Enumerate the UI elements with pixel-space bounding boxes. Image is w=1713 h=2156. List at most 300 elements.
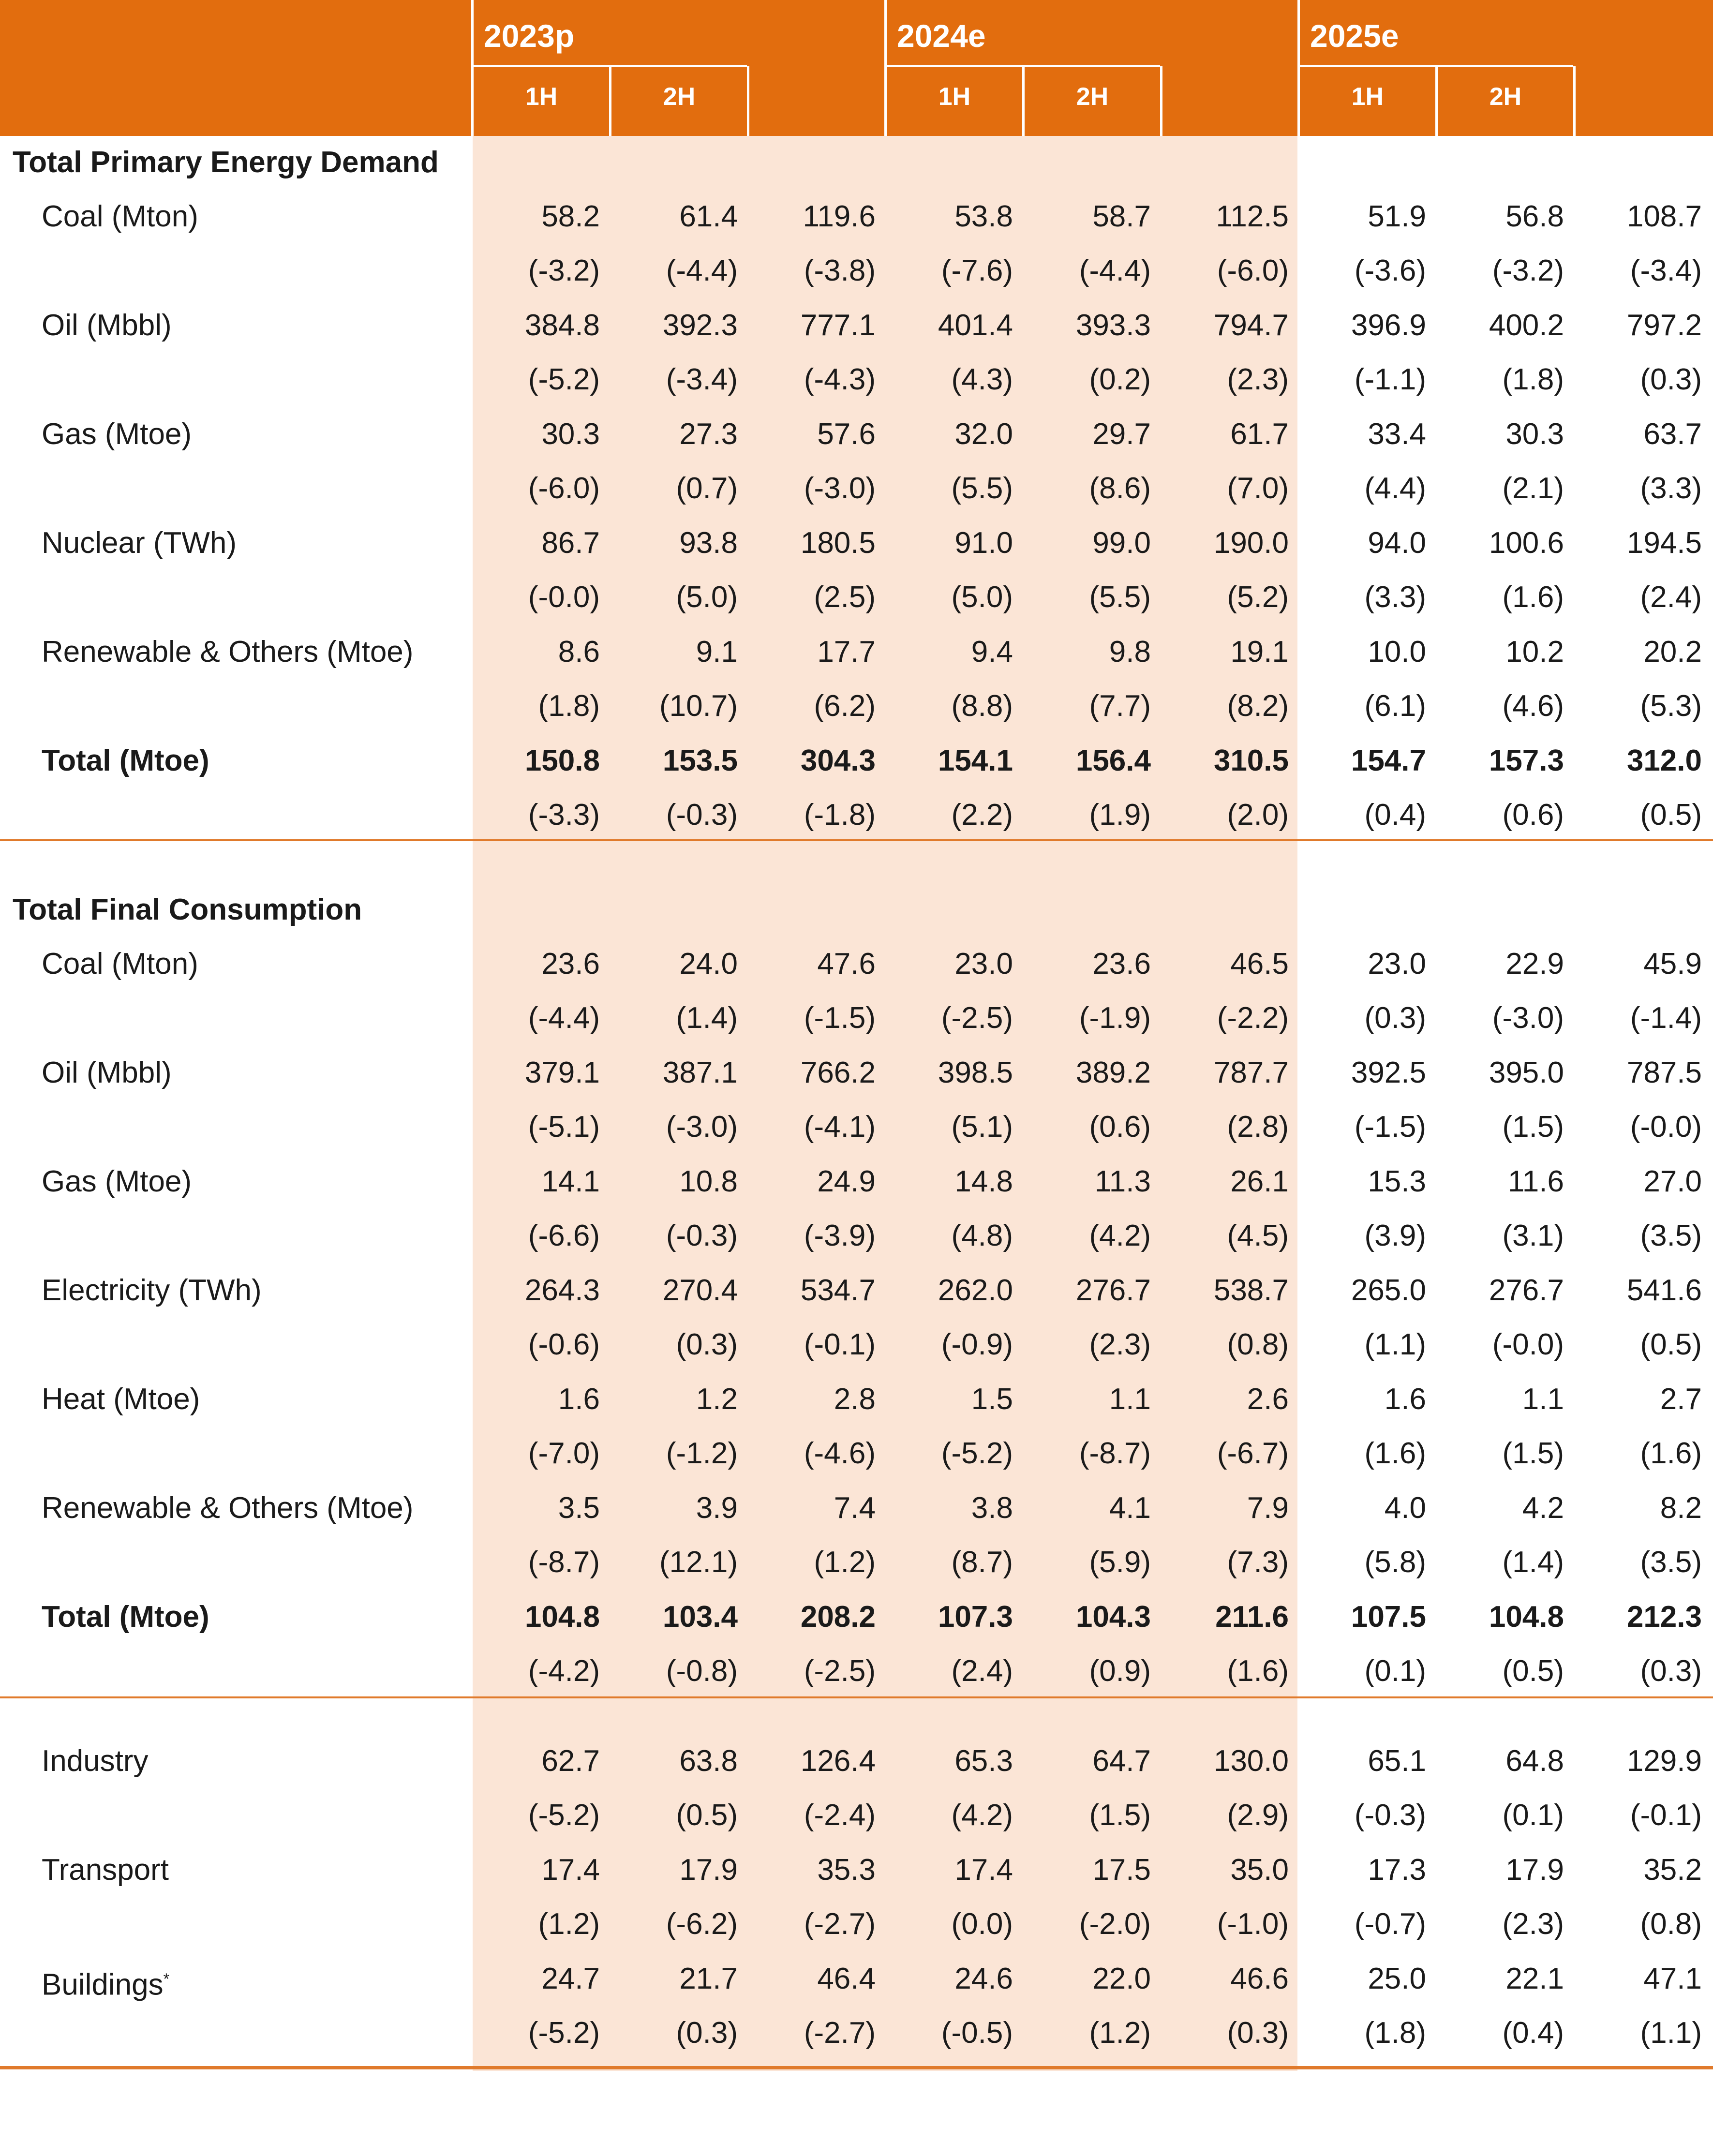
change-cell: (-0.3) [666, 798, 738, 832]
row-label: Nuclear (TWh) [42, 526, 237, 560]
change-cell: (1.9) [1089, 798, 1151, 832]
value-cell: 107.5 [1351, 1600, 1426, 1634]
value-cell: 154.1 [938, 744, 1013, 777]
change-cell: (-6.7) [1217, 1437, 1289, 1470]
value-cell: 4.1 [1109, 1491, 1151, 1525]
header-divider [884, 0, 887, 136]
change-cell: (2.2) [951, 798, 1013, 832]
change-cell: (0.5) [1502, 1654, 1564, 1688]
change-cell: (8.7) [951, 1546, 1013, 1579]
change-cell: (-3.0) [666, 1110, 738, 1144]
value-cell: 1.6 [558, 1383, 600, 1416]
value-cell: 53.8 [954, 200, 1013, 233]
change-cell: (-0.3) [1354, 1799, 1426, 1832]
change-cell: (3.5) [1640, 1546, 1702, 1579]
value-cell: 23.0 [954, 947, 1013, 981]
value-cell: 389.2 [1075, 1056, 1151, 1089]
section-rule [0, 1696, 1713, 1698]
change-cell: (-1.2) [666, 1437, 738, 1470]
change-cell: (0.6) [1502, 798, 1564, 832]
value-cell: 1.6 [1384, 1383, 1426, 1416]
value-cell: 8.6 [558, 635, 600, 669]
change-cell: (-2.0) [1079, 1907, 1151, 1941]
change-cell: (-8.7) [528, 1546, 600, 1579]
value-cell: 23.0 [1368, 947, 1426, 981]
half-2h: 2H [1489, 83, 1522, 111]
change-cell: (1.5) [1502, 1110, 1564, 1144]
value-cell: 538.7 [1213, 1274, 1289, 1307]
change-cell: (-0.3) [666, 1219, 738, 1252]
change-cell: (5.2) [1227, 580, 1289, 614]
change-cell: (4.8) [951, 1219, 1013, 1252]
value-cell: 23.6 [541, 947, 600, 981]
footnote-mark: * [163, 1970, 170, 1988]
change-cell: (-3.2) [1492, 254, 1564, 287]
value-cell: 17.5 [1092, 1853, 1151, 1887]
value-cell: 10.0 [1368, 635, 1426, 669]
header-divider [1297, 0, 1300, 136]
change-cell: (-3.0) [804, 472, 876, 505]
value-cell: 1.5 [971, 1383, 1013, 1416]
change-cell: (0.1) [1364, 1654, 1426, 1688]
change-cell: (-3.6) [1354, 254, 1426, 287]
value-cell: 787.5 [1626, 1056, 1702, 1089]
value-cell: 1.1 [1109, 1383, 1151, 1416]
value-cell: 23.6 [1092, 947, 1151, 981]
row-label: Transport [42, 1853, 169, 1887]
change-cell: (-3.3) [528, 798, 600, 832]
value-cell: 63.8 [679, 1744, 738, 1778]
change-cell: (8.6) [1089, 472, 1151, 505]
value-cell: 94.0 [1368, 526, 1426, 560]
change-cell: (8.2) [1227, 689, 1289, 723]
value-cell: 541.6 [1626, 1274, 1702, 1307]
change-cell: (5.0) [676, 580, 738, 614]
value-cell: 2.6 [1247, 1383, 1289, 1416]
value-cell: 2.8 [834, 1383, 876, 1416]
half-1h: 1H [1351, 83, 1384, 111]
change-cell: (2.8) [1227, 1110, 1289, 1144]
change-cell: (-2.7) [804, 1907, 876, 1941]
value-cell: 58.7 [1092, 200, 1151, 233]
value-cell: 86.7 [541, 526, 600, 560]
header-divider [471, 0, 474, 136]
half-2h: 2H [663, 83, 696, 111]
year-2023p: 2023p [484, 18, 575, 54]
change-cell: (-7.6) [941, 254, 1013, 287]
value-cell: 17.4 [954, 1853, 1013, 1887]
change-cell: (-1.5) [1354, 1110, 1426, 1144]
value-cell: 104.3 [1075, 1600, 1151, 1634]
value-cell: 47.1 [1643, 1962, 1702, 1995]
change-cell: (1.4) [676, 1001, 738, 1035]
change-cell: (-4.3) [804, 363, 876, 396]
change-cell: (1.1) [1640, 2016, 1702, 2050]
value-cell: 35.3 [817, 1853, 876, 1887]
value-cell: 112.5 [1216, 200, 1289, 233]
change-cell: (-3.4) [1630, 254, 1702, 287]
value-cell: 401.4 [938, 309, 1013, 342]
value-cell: 45.9 [1643, 947, 1702, 981]
change-cell: (-1.9) [1079, 1001, 1151, 1035]
value-cell: 62.7 [541, 1744, 600, 1778]
value-cell: 22.9 [1505, 947, 1564, 981]
value-cell: 22.1 [1505, 1962, 1564, 1995]
value-cell: 208.2 [800, 1600, 876, 1634]
row-label: Coal (Mton) [42, 200, 198, 233]
change-cell: (3.5) [1640, 1219, 1702, 1252]
value-cell: 14.8 [954, 1165, 1013, 1198]
change-cell: (-1.5) [804, 1001, 876, 1035]
half-1h: 1H [938, 83, 971, 111]
change-cell: (7.3) [1227, 1546, 1289, 1579]
value-cell: 395.0 [1489, 1056, 1564, 1089]
section-rule [0, 839, 1713, 841]
value-cell: 61.7 [1230, 417, 1289, 451]
value-cell: 19.1 [1230, 635, 1289, 669]
change-cell: (-2.2) [1217, 1001, 1289, 1035]
value-cell: 14.1 [541, 1165, 600, 1198]
change-cell: (0.8) [1640, 1907, 1702, 1941]
value-cell: 766.2 [800, 1056, 876, 1089]
value-cell: 4.0 [1384, 1491, 1426, 1525]
change-cell: (-5.2) [528, 2016, 600, 2050]
change-cell: (-3.9) [804, 1219, 876, 1252]
value-cell: 777.1 [800, 309, 876, 342]
change-cell: (0.9) [1089, 1654, 1151, 1688]
half-1h: 1H [525, 83, 558, 111]
value-cell: 154.7 [1351, 744, 1426, 777]
value-cell: 107.3 [938, 1600, 1013, 1634]
value-cell: 35.2 [1643, 1853, 1702, 1887]
value-cell: 20.2 [1643, 635, 1702, 669]
value-cell: 17.3 [1368, 1853, 1426, 1887]
table-bottom-rule [0, 2066, 1713, 2069]
change-cell: (5.5) [1089, 580, 1151, 614]
change-cell: (-1.0) [1217, 1907, 1289, 1941]
value-cell: 126.4 [800, 1744, 876, 1778]
change-cell: (2.5) [814, 580, 876, 614]
change-cell: (1.6) [1364, 1437, 1426, 1470]
change-cell: (8.8) [951, 689, 1013, 723]
change-cell: (5.0) [951, 580, 1013, 614]
value-cell: 262.0 [938, 1274, 1013, 1307]
row-label: Oil (Mbbl) [42, 1056, 172, 1089]
value-cell: 22.0 [1092, 1962, 1151, 1995]
value-cell: 27.3 [679, 417, 738, 451]
value-cell: 787.7 [1213, 1056, 1289, 1089]
change-cell: (2.9) [1227, 1799, 1289, 1832]
value-cell: 46.6 [1230, 1962, 1289, 1995]
change-cell: (10.7) [659, 689, 738, 723]
change-cell: (1.8) [1364, 2016, 1426, 2050]
change-cell: (0.4) [1364, 798, 1426, 832]
change-cell: (1.8) [1502, 363, 1564, 396]
value-cell: 99.0 [1092, 526, 1151, 560]
value-cell: 393.3 [1075, 309, 1151, 342]
value-cell: 29.7 [1092, 417, 1151, 451]
value-cell: 264.3 [524, 1274, 600, 1307]
value-cell: 392.5 [1351, 1056, 1426, 1089]
change-cell: (1.4) [1502, 1546, 1564, 1579]
change-cell: (3.9) [1364, 1219, 1426, 1252]
change-cell: (-1.4) [1630, 1001, 1702, 1035]
value-cell: 9.8 [1109, 635, 1151, 669]
change-cell: (0.1) [1502, 1799, 1564, 1832]
change-cell: (1.6) [1640, 1437, 1702, 1470]
change-cell: (-5.1) [528, 1110, 600, 1144]
change-cell: (2.0) [1227, 798, 1289, 832]
change-cell: (7.0) [1227, 472, 1289, 505]
change-cell: (0.2) [1089, 363, 1151, 396]
value-cell: 104.8 [524, 1600, 600, 1634]
change-cell: (1.6) [1227, 1654, 1289, 1688]
value-cell: 4.2 [1522, 1491, 1564, 1525]
change-cell: (-4.4) [666, 254, 738, 287]
value-cell: 180.5 [800, 526, 876, 560]
value-cell: 15.3 [1368, 1165, 1426, 1198]
value-cell: 64.7 [1092, 1744, 1151, 1778]
value-cell: 9.1 [696, 635, 738, 669]
row-label: Industry [42, 1744, 149, 1778]
change-cell: (-0.5) [941, 2016, 1013, 2050]
value-cell: 156.4 [1075, 744, 1151, 777]
change-cell: (2.1) [1502, 472, 1564, 505]
change-cell: (-0.8) [666, 1654, 738, 1688]
table-header [0, 0, 1713, 136]
change-cell: (1.6) [1502, 580, 1564, 614]
value-cell: 129.9 [1626, 1744, 1702, 1778]
change-cell: (7.7) [1089, 689, 1151, 723]
change-cell: (-4.1) [804, 1110, 876, 1144]
change-cell: (-3.2) [528, 254, 600, 287]
section-title: Total Final Consumption [13, 893, 362, 926]
change-cell: (-0.6) [528, 1328, 600, 1361]
value-cell: 17.9 [1505, 1853, 1564, 1887]
change-cell: (2.4) [1640, 580, 1702, 614]
value-cell: 153.5 [662, 744, 738, 777]
change-cell: (4.4) [1364, 472, 1426, 505]
change-cell: (-0.9) [941, 1328, 1013, 1361]
change-cell: (-2.5) [804, 1654, 876, 1688]
value-cell: 130.0 [1213, 1744, 1289, 1778]
half-2h: 2H [1076, 83, 1109, 111]
change-cell: (-0.0) [528, 580, 600, 614]
change-cell: (-0.0) [1492, 1328, 1564, 1361]
change-cell: (-0.0) [1630, 1110, 1702, 1144]
change-cell: (1.1) [1364, 1328, 1426, 1361]
change-cell: (-3.8) [804, 254, 876, 287]
change-cell: (-7.0) [528, 1437, 600, 1470]
row-label: Total (Mtoe) [42, 1600, 209, 1634]
change-cell: (0.5) [676, 1799, 738, 1832]
value-cell: 58.2 [541, 200, 600, 233]
change-cell: (-3.4) [666, 363, 738, 396]
value-cell: 91.0 [954, 526, 1013, 560]
row-label: Total (Mtoe) [42, 744, 209, 777]
value-cell: 276.7 [1489, 1274, 1564, 1307]
change-cell: (-4.6) [804, 1437, 876, 1470]
change-cell: (1.2) [814, 1546, 876, 1579]
value-cell: 26.1 [1230, 1165, 1289, 1198]
change-cell: (6.1) [1364, 689, 1426, 723]
change-cell: (-5.2) [528, 1799, 600, 1832]
value-cell: 51.9 [1368, 200, 1426, 233]
change-cell: (1.5) [1502, 1437, 1564, 1470]
change-cell: (1.5) [1089, 1799, 1151, 1832]
value-cell: 7.4 [834, 1491, 876, 1525]
change-cell: (5.1) [951, 1110, 1013, 1144]
change-cell: (-4.4) [528, 1001, 600, 1035]
value-cell: 312.0 [1626, 744, 1702, 777]
change-cell: (-2.7) [804, 2016, 876, 2050]
value-cell: 2.7 [1660, 1383, 1702, 1416]
change-cell: (0.8) [1227, 1328, 1289, 1361]
change-cell: (2.3) [1227, 363, 1289, 396]
change-cell: (1.2) [1089, 2016, 1151, 2050]
value-cell: 33.4 [1368, 417, 1426, 451]
change-cell: (-6.0) [1217, 254, 1289, 287]
change-cell: (-6.6) [528, 1219, 600, 1252]
value-cell: 3.8 [971, 1491, 1013, 1525]
change-cell: (-5.2) [528, 363, 600, 396]
row-label: Renewable & Others (Mtoe) [42, 1491, 414, 1525]
value-cell: 1.2 [696, 1383, 738, 1416]
change-cell: (0.4) [1502, 2016, 1564, 2050]
value-cell: 387.1 [662, 1056, 738, 1089]
value-cell: 150.8 [524, 744, 600, 777]
change-cell: (-3.0) [1492, 1001, 1564, 1035]
value-cell: 30.3 [1505, 417, 1564, 451]
change-cell: (-0.1) [804, 1328, 876, 1361]
value-cell: 398.5 [938, 1056, 1013, 1089]
change-cell: (1.2) [538, 1907, 600, 1941]
change-cell: (4.5) [1227, 1219, 1289, 1252]
value-cell: 276.7 [1075, 1274, 1151, 1307]
change-cell: (5.9) [1089, 1546, 1151, 1579]
change-cell: (-4.4) [1079, 254, 1151, 287]
value-cell: 24.7 [541, 1962, 600, 1995]
value-cell: 157.3 [1489, 744, 1564, 777]
year-2024e: 2024e [897, 18, 986, 54]
value-cell: 310.5 [1213, 744, 1289, 777]
value-cell: 11.6 [1507, 1165, 1564, 1198]
change-cell: (4.2) [951, 1799, 1013, 1832]
value-cell: 17.4 [541, 1853, 600, 1887]
change-cell: (4.6) [1502, 689, 1564, 723]
value-cell: 265.0 [1351, 1274, 1426, 1307]
change-cell: (4.2) [1089, 1219, 1151, 1252]
value-cell: 384.8 [524, 309, 600, 342]
value-cell: 379.1 [524, 1056, 600, 1089]
value-cell: 304.3 [800, 744, 876, 777]
change-cell: (-2.5) [941, 1001, 1013, 1035]
value-cell: 35.0 [1230, 1853, 1289, 1887]
value-cell: 8.2 [1660, 1491, 1702, 1525]
row-label: Gas (Mtoe) [42, 1165, 192, 1198]
change-cell: (-4.2) [528, 1654, 600, 1688]
value-cell: 30.3 [541, 417, 600, 451]
change-cell: (6.2) [814, 689, 876, 723]
value-cell: 24.6 [954, 1962, 1013, 1995]
year-2025e: 2025e [1310, 18, 1399, 54]
value-cell: 392.3 [662, 309, 738, 342]
change-cell: (0.6) [1089, 1110, 1151, 1144]
change-cell: (2.3) [1502, 1907, 1564, 1941]
change-cell: (0.3) [1640, 363, 1702, 396]
row-label: Electricity (TWh) [42, 1274, 262, 1307]
value-cell: 108.7 [1626, 200, 1702, 233]
value-cell: 1.1 [1522, 1383, 1564, 1416]
row-label: Coal (Mton) [42, 947, 198, 981]
value-cell: 212.3 [1626, 1600, 1702, 1634]
value-cell: 93.8 [679, 526, 738, 560]
row-label: Heat (Mtoe) [42, 1383, 200, 1416]
value-cell: 794.7 [1213, 309, 1289, 342]
change-cell: (3.3) [1364, 580, 1426, 614]
change-cell: (0.5) [1640, 798, 1702, 832]
value-cell: 270.4 [662, 1274, 738, 1307]
change-cell: (-0.1) [1630, 1799, 1702, 1832]
value-cell: 57.6 [817, 417, 876, 451]
change-cell: (2.3) [1089, 1328, 1151, 1361]
value-cell: 3.5 [558, 1491, 600, 1525]
value-cell: 797.2 [1626, 309, 1702, 342]
change-cell: (2.4) [951, 1654, 1013, 1688]
change-cell: (12.1) [659, 1546, 738, 1579]
value-cell: 63.7 [1643, 417, 1702, 451]
value-cell: 64.8 [1505, 1744, 1564, 1778]
value-cell: 11.3 [1094, 1165, 1151, 1198]
value-cell: 3.9 [696, 1491, 738, 1525]
change-cell: (5.5) [951, 472, 1013, 505]
value-cell: 32.0 [954, 417, 1013, 451]
change-cell: (0.3) [1227, 2016, 1289, 2050]
value-cell: 10.2 [1505, 635, 1564, 669]
row-label: Oil (Mbbl) [42, 309, 172, 342]
section-title: Total Primary Energy Demand [13, 146, 439, 179]
value-cell: 61.4 [679, 200, 738, 233]
value-cell: 104.8 [1489, 1600, 1564, 1634]
change-cell: (1.8) [538, 689, 600, 723]
value-cell: 65.3 [954, 1744, 1013, 1778]
change-cell: (-0.7) [1354, 1907, 1426, 1941]
value-cell: 534.7 [800, 1274, 876, 1307]
value-cell: 103.4 [662, 1600, 738, 1634]
value-cell: 194.5 [1626, 526, 1702, 560]
value-cell: 24.0 [679, 947, 738, 981]
value-cell: 17.9 [679, 1853, 738, 1887]
value-cell: 119.6 [803, 200, 876, 233]
change-cell: (5.8) [1364, 1546, 1426, 1579]
change-cell: (-6.0) [528, 472, 600, 505]
change-cell: (-1.1) [1354, 363, 1426, 396]
value-cell: 46.5 [1230, 947, 1289, 981]
value-cell: 7.9 [1247, 1491, 1289, 1525]
change-cell: (0.0) [951, 1907, 1013, 1941]
value-cell: 21.7 [679, 1962, 738, 1995]
change-cell: (3.1) [1502, 1219, 1564, 1252]
value-cell: 47.6 [817, 947, 876, 981]
value-cell: 56.8 [1505, 200, 1564, 233]
change-cell: (-1.8) [804, 798, 876, 832]
value-cell: 400.2 [1489, 309, 1564, 342]
change-cell: (0.3) [1364, 1001, 1426, 1035]
change-cell: (0.7) [676, 472, 738, 505]
value-cell: 100.6 [1489, 526, 1564, 560]
value-cell: 211.6 [1215, 1600, 1289, 1634]
change-cell: (-6.2) [666, 1907, 738, 1941]
